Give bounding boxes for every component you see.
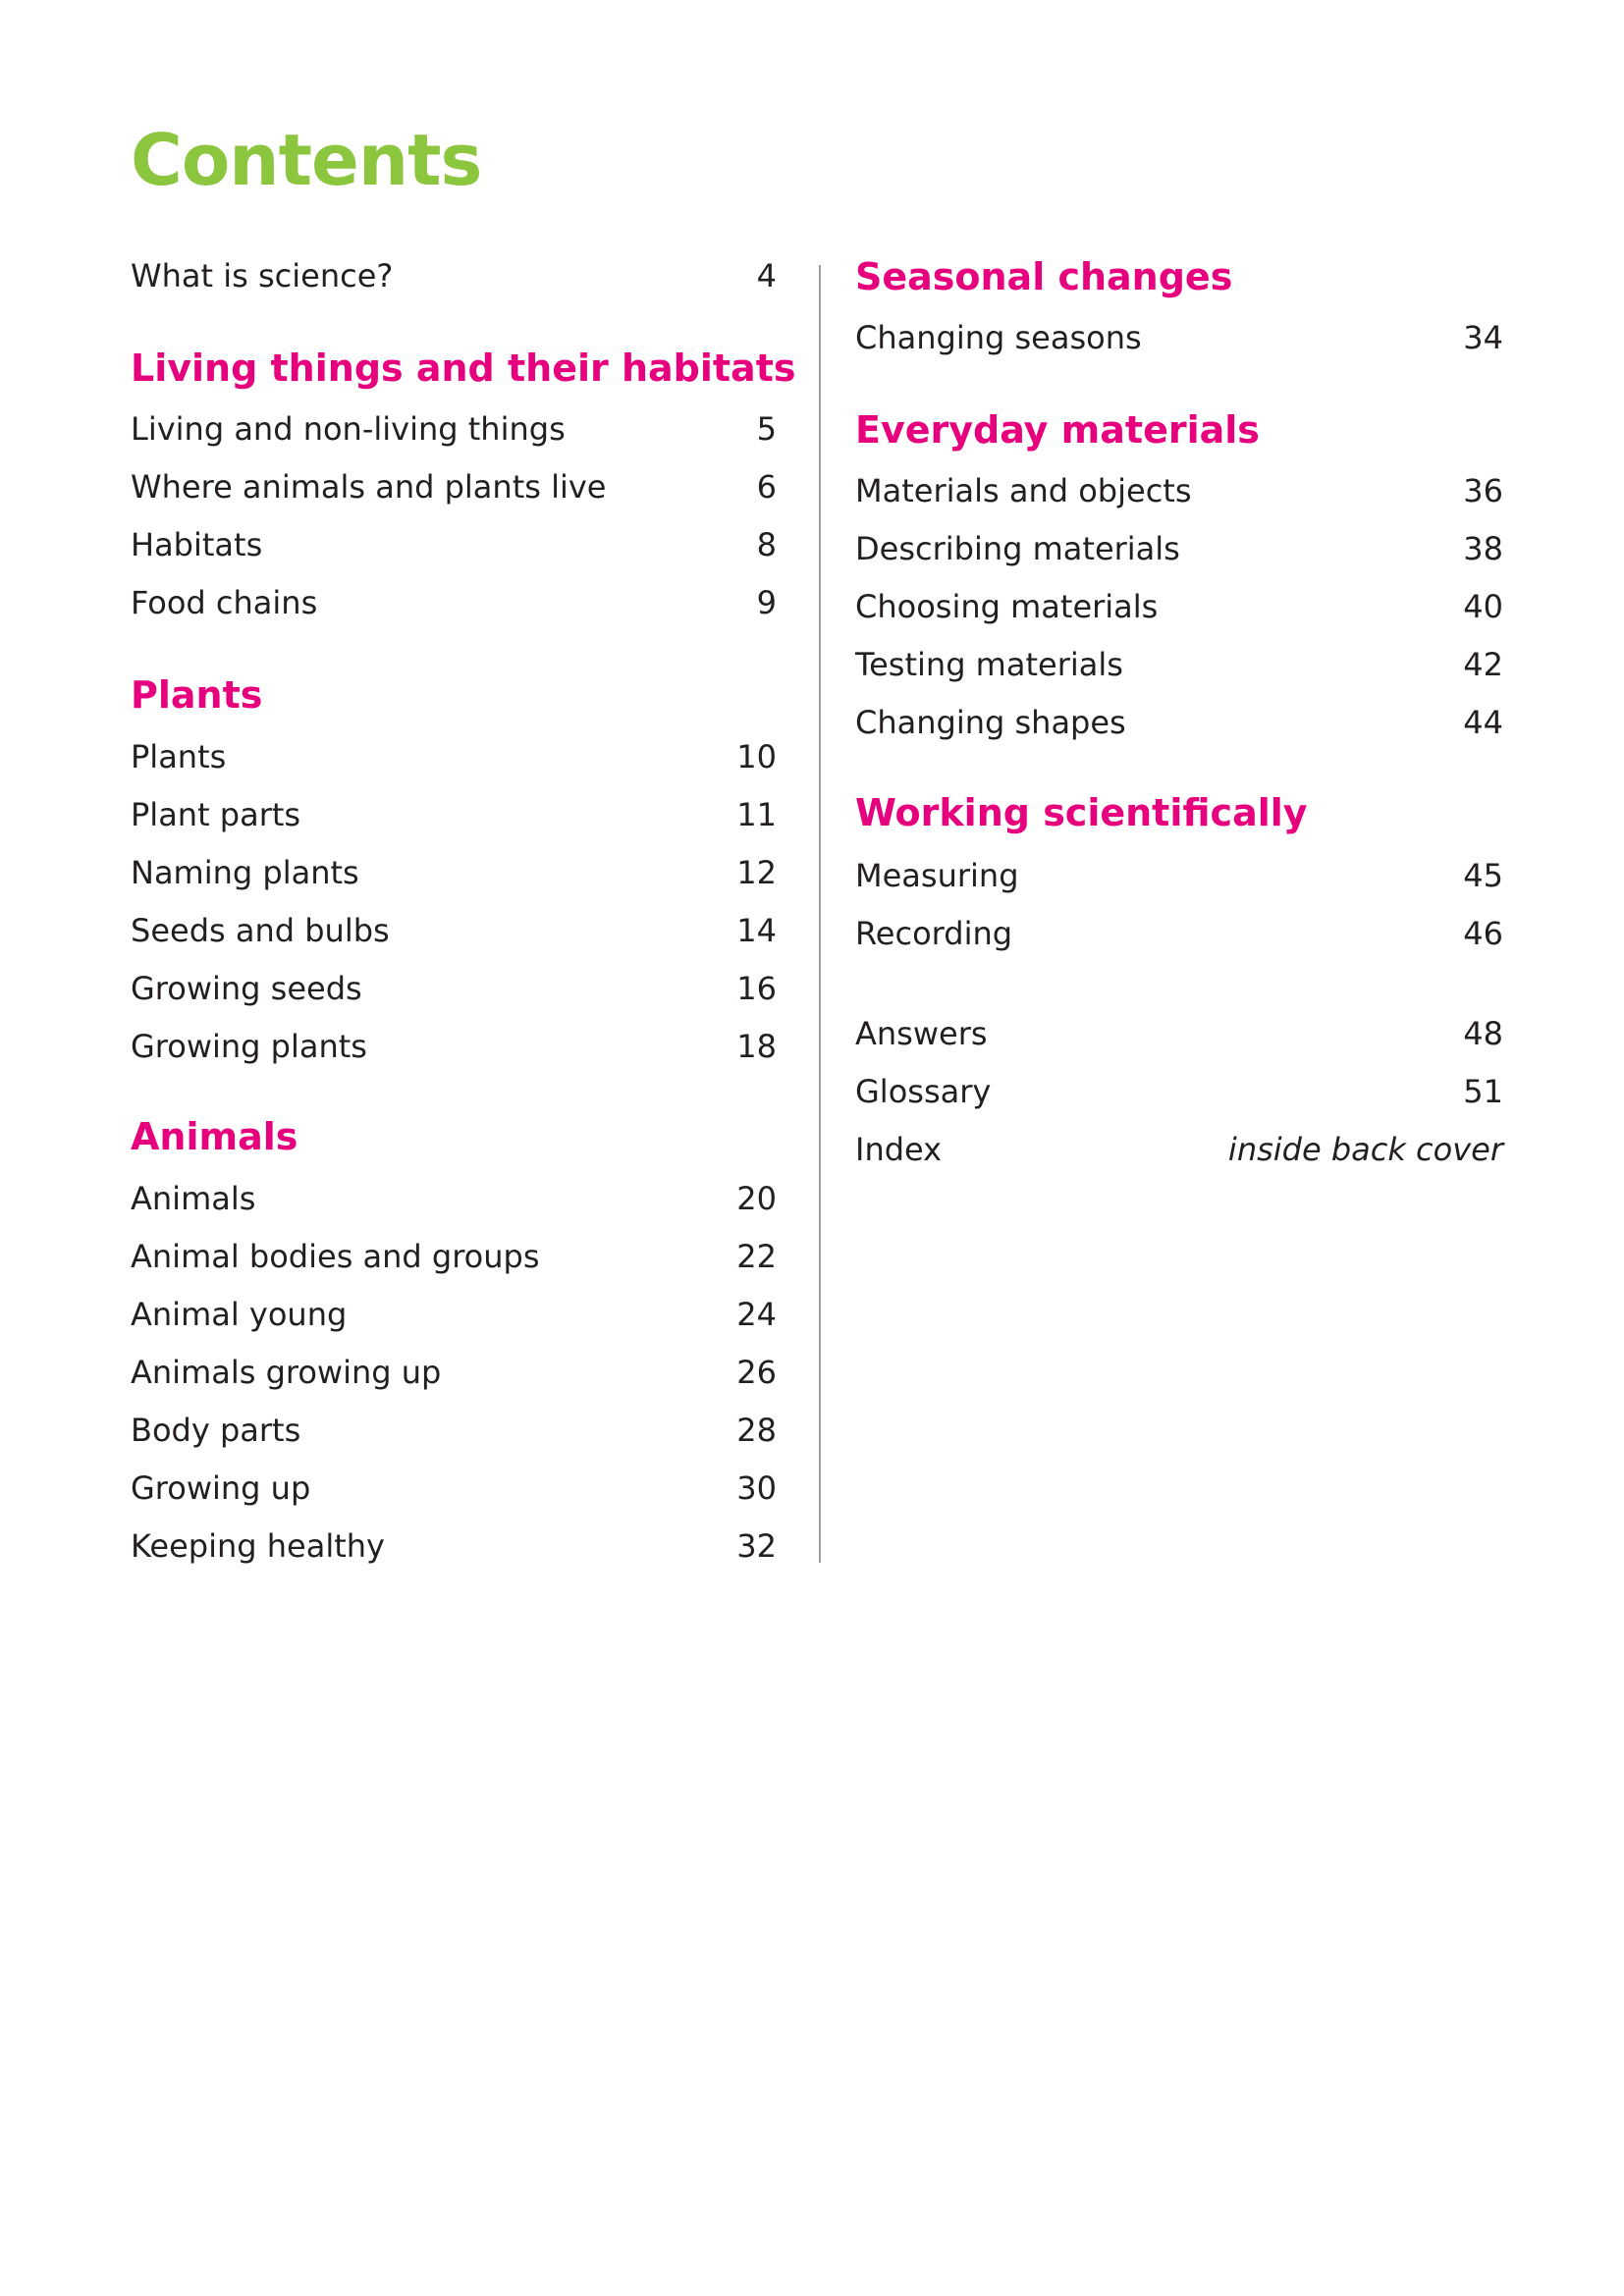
toc-entry[interactable]	[131, 735, 777, 778]
column-divider	[819, 265, 821, 1563]
toc-entry-label: Testing materials	[855, 646, 1123, 683]
toc-entry-glossary[interactable]	[855, 1070, 1503, 1113]
toc-entry-page: 11	[736, 796, 777, 833]
toc-entry[interactable]	[131, 523, 777, 566]
toc-entry-label: Changing seasons	[855, 319, 1142, 356]
toc-entry-label: Growing plants	[131, 1028, 367, 1065]
toc-entry[interactable]	[131, 1351, 777, 1394]
toc-entry-label: Animal young	[131, 1296, 348, 1333]
toc-entry[interactable]	[131, 1293, 777, 1336]
toc-entry[interactable]	[131, 407, 777, 451]
section-heading-everyday-materials: Everyday materials	[855, 408, 1260, 452]
toc-entry-label: Choosing materials	[855, 588, 1159, 625]
toc-entry-page: 20	[736, 1180, 777, 1217]
toc-entry-label: What is science?	[131, 257, 394, 294]
toc-entry-label: Body parts	[131, 1412, 301, 1449]
toc-entry[interactable]	[131, 1524, 777, 1568]
toc-entry-page: 48	[1463, 1015, 1503, 1052]
section-heading-animals: Animals	[131, 1115, 298, 1158]
toc-entry-page: 4	[756, 257, 777, 294]
toc-entry-label: Materials and objects	[855, 472, 1192, 509]
toc-entry[interactable]	[855, 912, 1503, 955]
toc-entry-label: Animals growing up	[131, 1354, 442, 1391]
toc-entry[interactable]	[855, 316, 1503, 359]
toc-entry-label: Growing seeds	[131, 970, 362, 1007]
toc-entry-page: 26	[736, 1354, 777, 1391]
toc-entry[interactable]	[131, 909, 777, 952]
toc-entry[interactable]	[131, 1177, 777, 1220]
toc-entry-label: Answers	[855, 1015, 988, 1052]
section-heading-working-scientifically: Working scientifically	[855, 791, 1308, 834]
toc-entry[interactable]	[131, 967, 777, 1010]
toc-entry[interactable]	[131, 1025, 777, 1068]
toc-entry-label: Growing up	[131, 1469, 311, 1507]
toc-entry-page: 45	[1463, 857, 1503, 894]
toc-entry-label: Glossary	[855, 1073, 992, 1110]
toc-entry-page: 38	[1463, 530, 1503, 567]
toc-entry-label: Index	[855, 1131, 943, 1168]
toc-entry-page: 28	[736, 1412, 777, 1449]
toc-entry[interactable]	[855, 701, 1503, 744]
toc-entry-label: Describing materials	[855, 530, 1180, 567]
toc-entry[interactable]	[855, 527, 1503, 570]
toc-entry-label: Plants	[131, 738, 227, 775]
toc-entry[interactable]	[131, 793, 777, 836]
toc-entry[interactable]	[131, 851, 777, 894]
toc-entry-page: 5	[756, 410, 777, 448]
toc-entry-label: Animal bodies and groups	[131, 1238, 540, 1275]
toc-entry[interactable]	[131, 1467, 777, 1510]
toc-entry[interactable]	[131, 581, 777, 624]
toc-entry-page: 18	[736, 1028, 777, 1065]
toc-entry-label: Habitats	[131, 526, 263, 563]
toc-entry-page: 9	[756, 584, 777, 621]
toc-entry-page: 32	[736, 1527, 777, 1565]
toc-entry-page: 44	[1463, 704, 1503, 741]
toc-entry[interactable]	[855, 643, 1503, 686]
toc-entry-label: Animals	[131, 1180, 256, 1217]
section-heading-plants: Plants	[131, 673, 263, 717]
toc-entry-page: 10	[736, 738, 777, 775]
section-heading-living-things: Living things and their habitats	[131, 347, 796, 390]
toc-entry-page: 40	[1463, 588, 1503, 625]
toc-entry-label: Recording	[855, 915, 1013, 952]
toc-entry-label: Living and non-living things	[131, 410, 566, 448]
toc-entry-label: Where animals and plants live	[131, 468, 607, 506]
toc-entry-page: 36	[1463, 472, 1503, 509]
toc-entry-page: 8	[756, 526, 777, 563]
toc-entry-label: Seeds and bulbs	[131, 912, 390, 949]
toc-entry[interactable]	[855, 854, 1503, 897]
toc-entry-label: Naming plants	[131, 854, 359, 891]
toc-entry-page: inside back cover	[1227, 1131, 1503, 1168]
toc-entry-label: Plant parts	[131, 796, 301, 833]
toc-entry[interactable]	[855, 469, 1503, 512]
toc-entry-label: Food chains	[131, 584, 318, 621]
toc-entry-page: 34	[1463, 319, 1503, 356]
toc-entry-page: 30	[736, 1469, 777, 1507]
section-heading-seasonal-changes: Seasonal changes	[855, 255, 1233, 298]
toc-entry-page: 16	[736, 970, 777, 1007]
toc-entry-page: 46	[1463, 915, 1503, 952]
toc-entry-index[interactable]	[855, 1128, 1503, 1171]
toc-entry[interactable]	[131, 1409, 777, 1452]
page-title: Contents	[131, 119, 482, 201]
toc-entry-page: 22	[736, 1238, 777, 1275]
toc-entry[interactable]	[131, 1235, 777, 1278]
toc-entry-answers[interactable]	[855, 1012, 1503, 1055]
toc-entry-page: 12	[736, 854, 777, 891]
toc-entry-page: 42	[1463, 646, 1503, 683]
toc-entry-label: Changing shapes	[855, 704, 1126, 741]
toc-entry[interactable]	[131, 254, 777, 297]
toc-entry-page: 51	[1463, 1073, 1503, 1110]
toc-entry-page: 14	[736, 912, 777, 949]
toc-entry[interactable]	[131, 465, 777, 508]
toc-entry[interactable]	[855, 585, 1503, 628]
toc-entry-page: 24	[736, 1296, 777, 1333]
toc-entry-page: 6	[756, 468, 777, 506]
toc-entry-label: Measuring	[855, 857, 1019, 894]
toc-entry-label: Keeping healthy	[131, 1527, 385, 1565]
